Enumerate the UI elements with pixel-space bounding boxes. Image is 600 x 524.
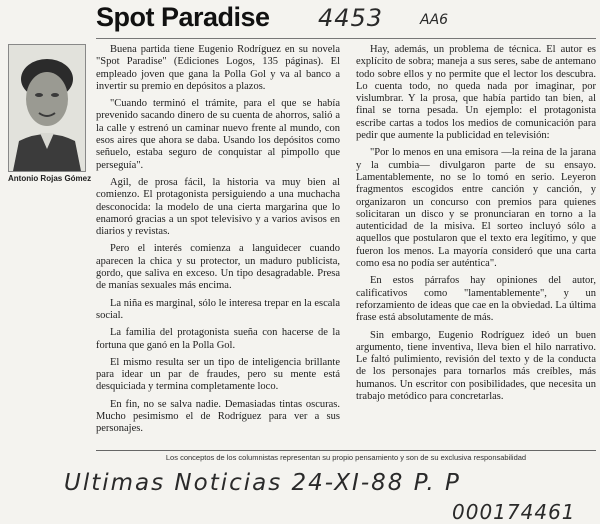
paragraph: La familia del protagonista sueña con hacerse de la fortuna que ganó en la Polla Gol. [96,327,340,351]
paragraph: El mismo resulta ser un tipo de inteligencia brillante para idear un par de fraudes, pero su mente está desquiciada y termina completamente loco. [96,356,340,393]
paragraph: Sin embargo, Eugenio Rodríguez ideó un buen argumento, tiene inventiva, lleva bien el hilo narrativo. Le faltó pulimiento, revisión del texto y de la conducta de los personajes para tornarlos más creíbles, más humanos. Un escritor con posibilidades, que necesita un trabajo metódico para concretarlas. [356,329,596,403]
author-photo [8,44,86,172]
paragraph: "Cuando terminó el trámite, para el que se había prevenido sacando dinero de su cuenta de ahorros, salió a la calle y estrenó un caminar nuevo frente al mundo, con esos aires que ahora se daba. Usando los depósitos como señuelo, estaba seguro de conquistar al pimpollo que perseguía". [96,98,340,171]
author-portrait-image [9,45,85,171]
paragraph: Buena partida tiene Eugenio Rodríguez en su novela "Spot Paradise" (Ediciones Logos, 135 páginas). El empleado joven que gana la Polla Gol y va al banco a invertir su premio en depósitos a plazos. [96,44,340,92]
article-title: Spot Paradise [96,2,270,32]
handwritten-number: 4453 [318,4,384,32]
paragraph: La niña es marginal, sólo le interesa trepar en la escala social. [96,297,340,321]
quoted-paragraph: "Por lo menos en una emisora —la reina de la jarana y la cumbia— divulgaron parte de su ensayo. Lamentablemente, no se lo tomó en serio. Leyeron fragmentos escogidos entre canción y canción, y organizaron un concurso con premios para quienes solicitaran un disco y se pronunciaran en torno a la autenticidad de la misiva. El sorteo incluyó sólo a aquellos que postularon que el texto era legítimo, y que fueron los menos. La mayoría consideró que una carta como esa no podía ser auténtica". [356,147,596,270]
article-column-1 [96,44,340,441]
handwritten-archive-number: 000174461 [452,500,576,524]
author-caption: Antonio Rojas Gómez [8,174,92,183]
paragraph: En estos párrafos hay opiniones del autor, calificativos como "lamentablemente", y un reforzamiento de ideas que cae en la obviedad. La última frase está absolutamente de más. [356,275,596,324]
handwritten-source-note: Ultimas Noticias 24-XI-88 P. P [64,470,461,496]
article-column-2 [356,44,596,408]
title-divider [96,38,596,39]
disclaimer-footnote: Los conceptos de los columnistas representan su propio pensamiento y son de su exclusiva responsabilidad [96,450,596,462]
paragraph: En fin, no se salva nadie. Demasiadas tintas oscuras. Mucho pesimismo el de Rodríguez para ver a sus personajes. [96,398,340,435]
paragraph: Pero el interés comienza a languidecer cuando aparecen la chica y su protector, un maduro publicista, gordo, que saliva en exceso. Un tipo desagradable. Presa de manías sexuales más encima. [96,243,340,292]
handwritten-code: AA6 [420,12,449,28]
paragraph: Agil, de prosa fácil, la historia va muy bien al comienzo. El protagonista persiguiendo a una muchacha desconocida: la modelo de una cierta margarina que lo enamoró gracias a un spot televisivo y a varios avisos en diarios y revistas. [96,176,340,238]
paragraph: Hay, además, un problema de técnica. El autor es explícito de sobra; maneja a sus seres, sabe de antemano todo sobre ellos y no permite que el lector los descubra. Lo cuenta todo, no queda nada por imaginar, por vislumbrar. Y la prosa, que había partido tan bien, al final se torna pesada. Un ejemplo: el protagonista escribe cartas a todos los medios de comunicación para pedir que aumente la publicidad en televisión: [356,44,596,142]
